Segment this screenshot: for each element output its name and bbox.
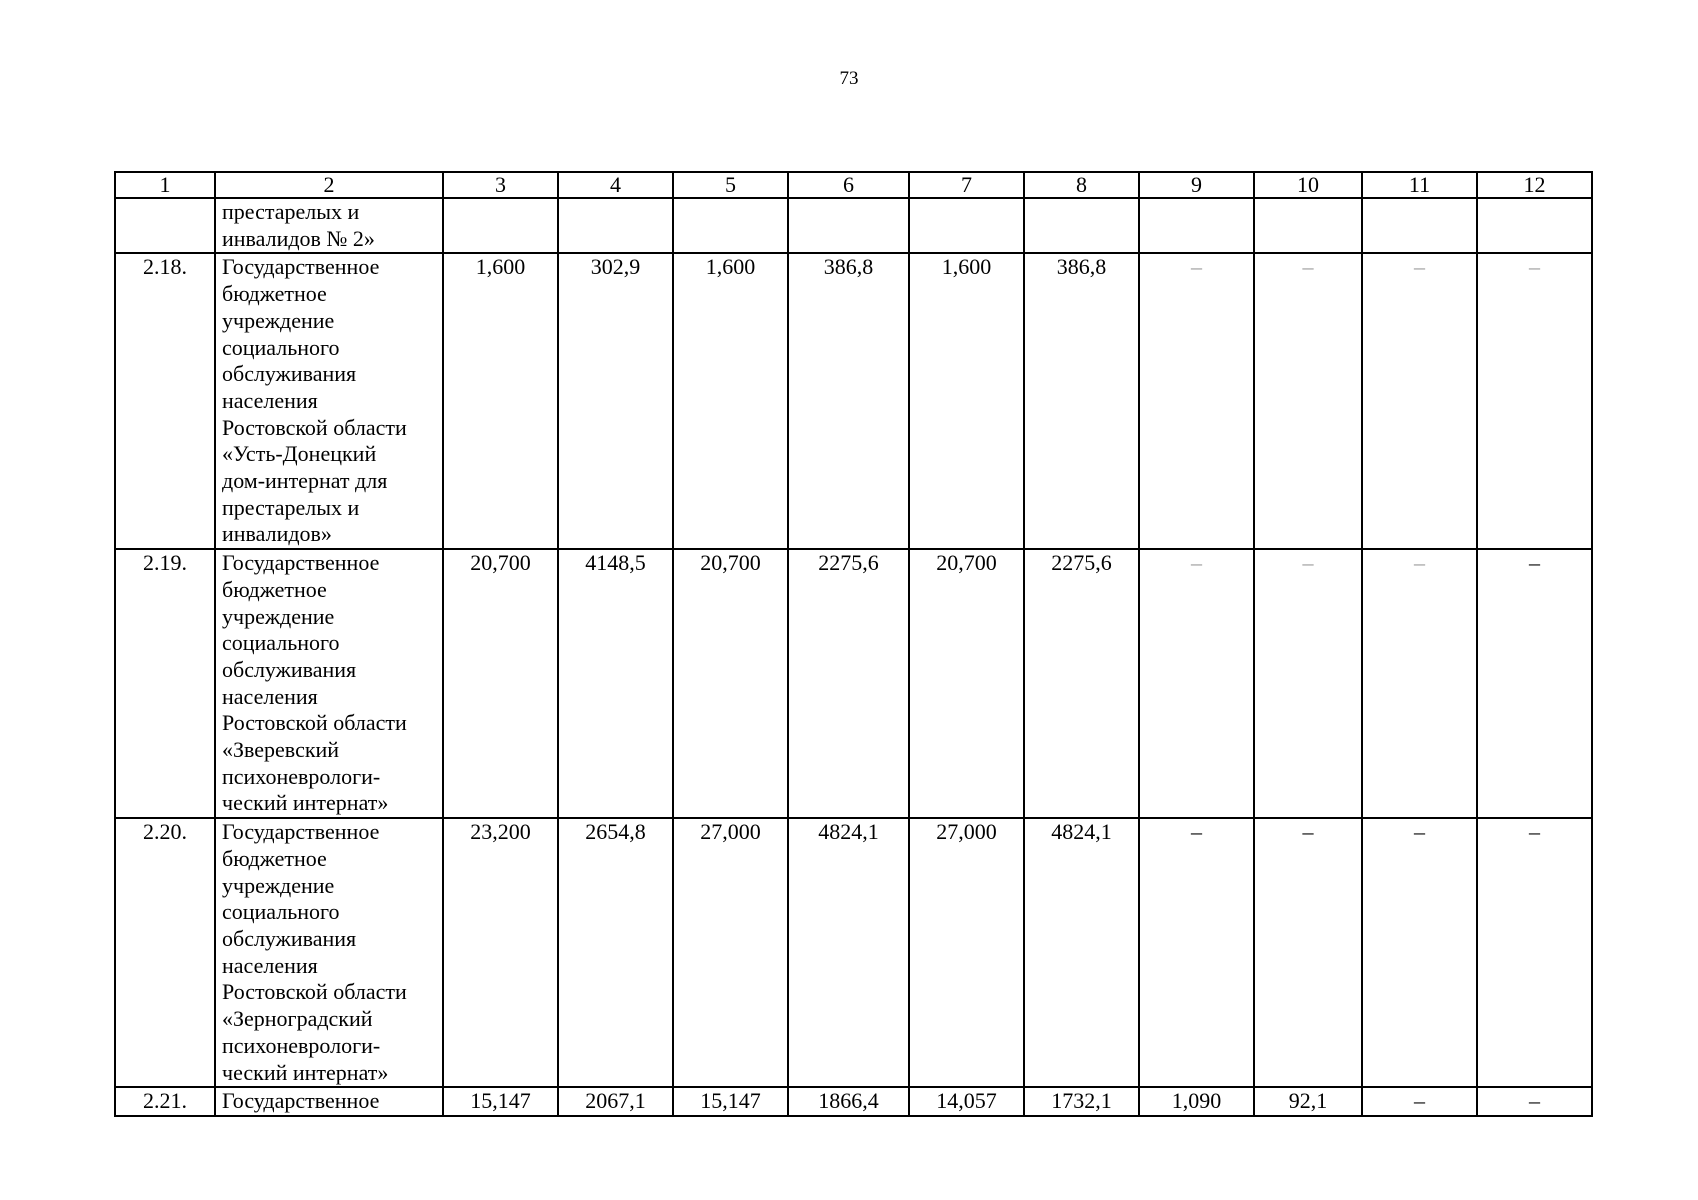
name-line: психоневрологи- xyxy=(222,763,381,789)
value-cell: 2654,8 xyxy=(558,818,673,1087)
value-cell: 92,1 xyxy=(1254,1087,1362,1116)
table-row xyxy=(115,1087,1592,1116)
value-cell: 1,600 xyxy=(443,253,558,549)
institution-name xyxy=(215,818,443,1087)
value-cell: 20,700 xyxy=(673,549,788,818)
row-number: 2.21. xyxy=(115,1087,215,1116)
value-cell: 14,057 xyxy=(909,1087,1024,1116)
name-line: Государственное xyxy=(222,254,380,280)
table-row xyxy=(115,253,1592,549)
column-header: 11 xyxy=(1362,172,1477,198)
name-line: учреждение xyxy=(222,872,335,898)
column-header: 9 xyxy=(1139,172,1254,198)
value-cell: 1866,4 xyxy=(788,1087,909,1116)
value-cell: – xyxy=(1362,549,1477,818)
name-line: населения xyxy=(222,683,318,709)
name-line: Ростовской области xyxy=(222,414,407,440)
name-line: обслуживания xyxy=(222,361,357,387)
institution-name xyxy=(215,1087,443,1116)
value-cell: – xyxy=(1254,253,1362,549)
value-cell: 1732,1 xyxy=(1024,1087,1139,1116)
value-cell: 27,000 xyxy=(909,818,1024,1087)
column-header: 7 xyxy=(909,172,1024,198)
value-cell: 4824,1 xyxy=(788,818,909,1087)
name-line: психоневрологи- xyxy=(222,1032,381,1058)
value-cell: – xyxy=(1254,818,1362,1087)
value-cell xyxy=(1477,198,1592,253)
column-header: 10 xyxy=(1254,172,1362,198)
name-line: «Зерноградский xyxy=(222,1006,373,1032)
name-line: «Усть-Донецкий xyxy=(222,441,377,467)
value-cell xyxy=(558,198,673,253)
name-line: обслуживания xyxy=(222,656,357,682)
value-cell: 20,700 xyxy=(443,549,558,818)
institution-name xyxy=(215,253,443,549)
value-cell: – xyxy=(1477,818,1592,1087)
value-cell: – xyxy=(1477,1087,1592,1116)
value-cell: – xyxy=(1362,818,1477,1087)
value-cell: 15,147 xyxy=(443,1087,558,1116)
name-line: престарелых и xyxy=(222,199,360,224)
value-cell xyxy=(1254,198,1362,253)
value-cell: – xyxy=(1477,549,1592,818)
value-cell: – xyxy=(1139,549,1254,818)
name-line: населения xyxy=(222,952,318,978)
page-number: 73 xyxy=(839,68,859,89)
value-cell xyxy=(1362,198,1477,253)
value-cell xyxy=(909,198,1024,253)
data-table xyxy=(114,171,1593,1117)
value-cell xyxy=(443,198,558,253)
value-cell xyxy=(788,198,909,253)
value-cell: 1,600 xyxy=(673,253,788,549)
institution-name xyxy=(215,549,443,818)
name-line: «Зверевский xyxy=(222,737,340,763)
value-cell: 1,600 xyxy=(909,253,1024,549)
value-cell: – xyxy=(1477,253,1592,549)
name-line: престарелых и xyxy=(222,494,360,520)
name-line: бюджетное xyxy=(222,281,327,307)
row-number: 2.18. xyxy=(115,253,215,549)
value-cell: 2275,6 xyxy=(788,549,909,818)
name-line: ческий интернат» xyxy=(222,790,389,816)
value-cell xyxy=(1139,198,1254,253)
value-cell: 15,147 xyxy=(673,1087,788,1116)
name-line: социального xyxy=(222,899,340,925)
table-row xyxy=(115,549,1592,818)
column-header: 1 xyxy=(115,172,215,198)
table-header-row xyxy=(115,172,1592,198)
name-line: учреждение xyxy=(222,307,335,333)
column-header: 12 xyxy=(1477,172,1592,198)
column-header: 6 xyxy=(788,172,909,198)
value-cell: – xyxy=(1362,253,1477,549)
value-cell: 23,200 xyxy=(443,818,558,1087)
column-header: 3 xyxy=(443,172,558,198)
name-line: ческий интернат» xyxy=(222,1059,389,1085)
name-line: инвалидов» xyxy=(222,521,332,547)
institution-name xyxy=(215,198,443,253)
value-cell: 386,8 xyxy=(1024,253,1139,549)
name-line: социального xyxy=(222,630,340,656)
name-line: бюджетное xyxy=(222,845,327,871)
value-cell: – xyxy=(1139,253,1254,549)
value-cell: 1,090 xyxy=(1139,1087,1254,1116)
row-number: 2.20. xyxy=(115,818,215,1087)
column-header: 5 xyxy=(673,172,788,198)
name-line: Государственное xyxy=(222,1088,380,1114)
value-cell: – xyxy=(1362,1087,1477,1116)
value-cell: 4148,5 xyxy=(558,549,673,818)
value-cell: 27,000 xyxy=(673,818,788,1087)
name-line: дом-интернат для xyxy=(222,468,388,494)
name-line: Государственное xyxy=(222,550,380,576)
name-line: населения xyxy=(222,387,318,413)
column-header: 8 xyxy=(1024,172,1139,198)
value-cell: 386,8 xyxy=(788,253,909,549)
name-line: инвалидов № 2» xyxy=(222,225,375,251)
name-line: Ростовской области xyxy=(222,710,407,736)
table-row xyxy=(115,818,1592,1087)
name-line: учреждение xyxy=(222,603,335,629)
name-line: Ростовской области xyxy=(222,979,407,1005)
row-number: 2.19. xyxy=(115,549,215,818)
value-cell xyxy=(673,198,788,253)
column-header: 4 xyxy=(558,172,673,198)
table-row xyxy=(115,198,1592,253)
name-line: социального xyxy=(222,334,340,360)
value-cell: 20,700 xyxy=(909,549,1024,818)
row-number xyxy=(115,198,215,253)
value-cell: 4824,1 xyxy=(1024,818,1139,1087)
name-line: бюджетное xyxy=(222,576,327,602)
value-cell: 2275,6 xyxy=(1024,549,1139,818)
value-cell: 302,9 xyxy=(558,253,673,549)
name-line: Государственное xyxy=(222,819,380,845)
value-cell: – xyxy=(1254,549,1362,818)
value-cell xyxy=(1024,198,1139,253)
value-cell: 2067,1 xyxy=(558,1087,673,1116)
value-cell: – xyxy=(1139,818,1254,1087)
name-line: обслуживания xyxy=(222,925,357,951)
column-header: 2 xyxy=(215,172,443,198)
